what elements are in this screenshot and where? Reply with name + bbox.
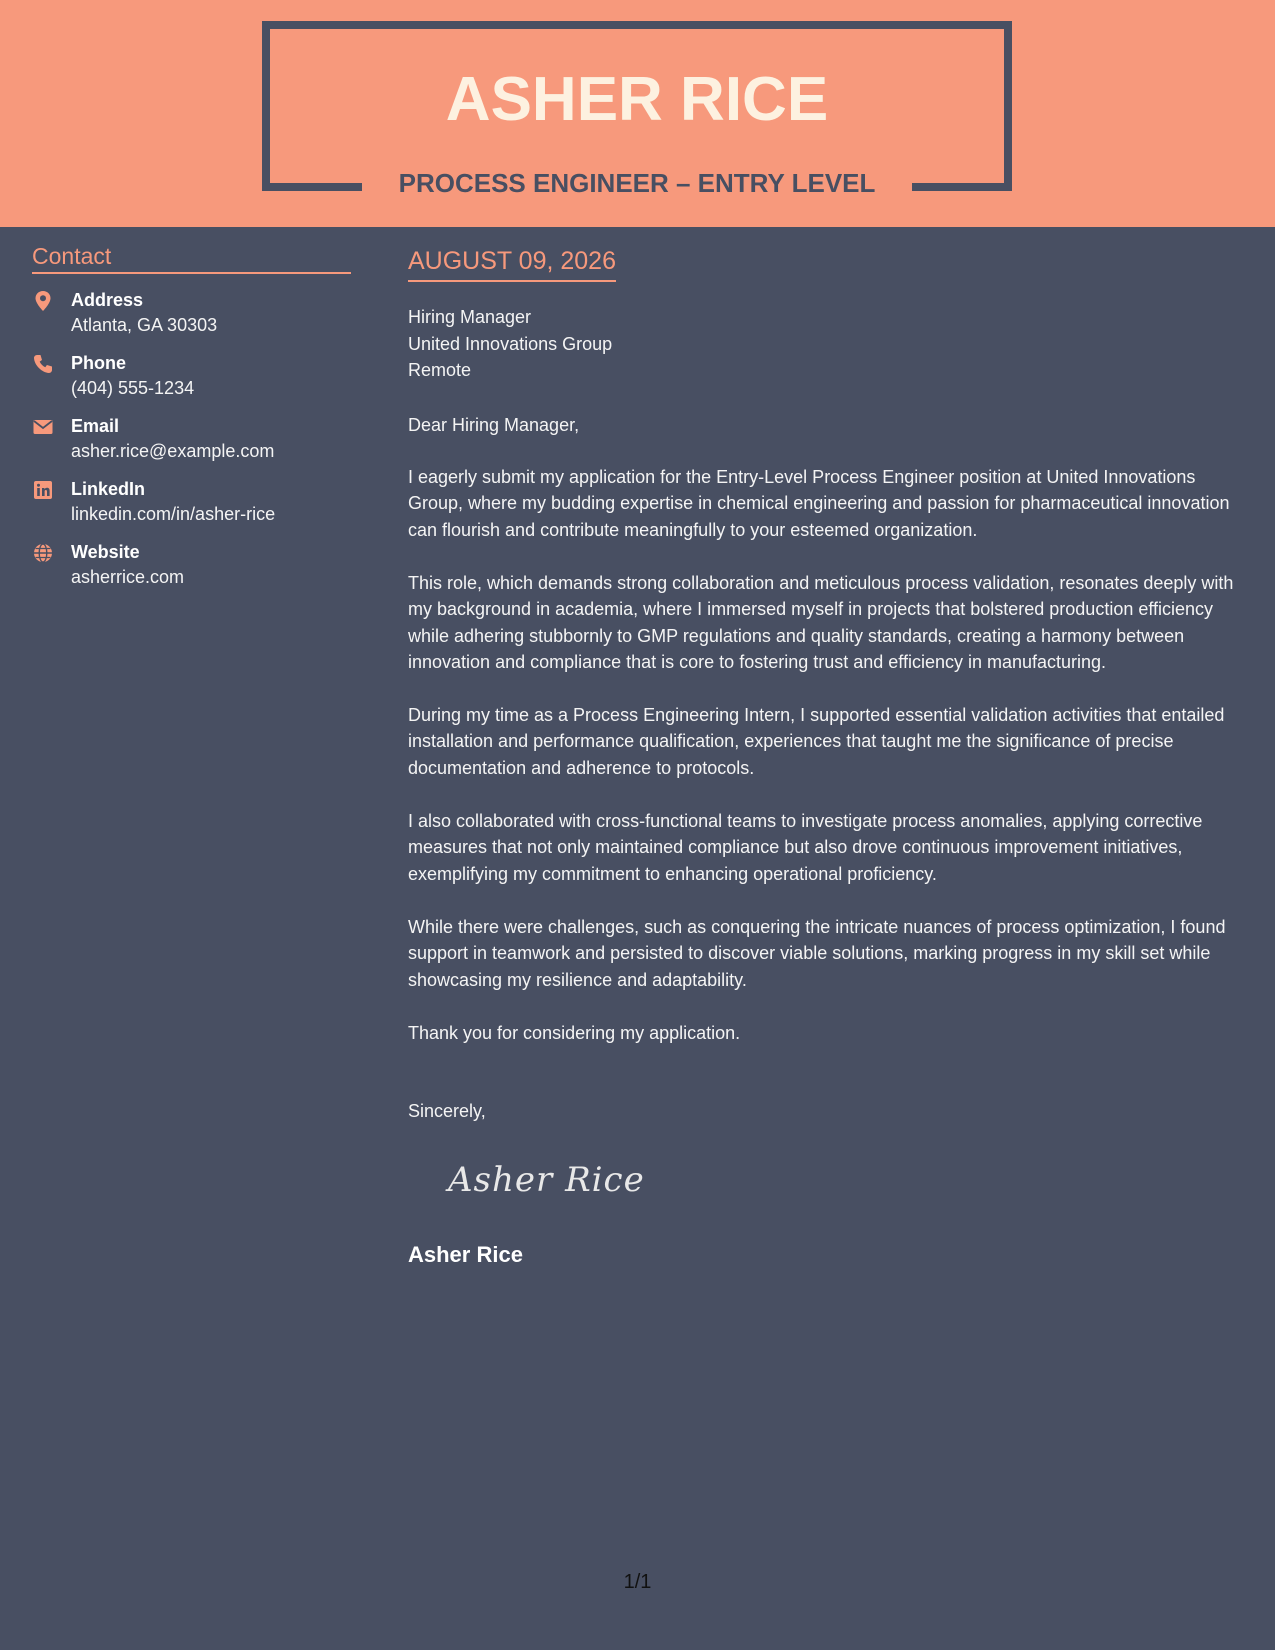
contact-value: (404) 555-1234 [71,378,195,398]
linkedin-icon [32,479,54,501]
contact-value: asher.rice@example.com [71,441,275,461]
envelope-icon [32,416,54,438]
contact-label: Email [71,416,120,436]
contact-value: asherrice.com [71,567,185,587]
recipient-block [408,304,612,384]
recipient-line: Hiring Manager [408,307,532,327]
map-pin-icon [32,290,54,312]
closing: Sincerely, [408,1101,486,1121]
globe-icon [32,542,54,564]
job-title: PROCESS ENGINEER – ENTRY LEVEL [398,168,876,198]
contact-label: Address [71,290,144,310]
body-paragraph: Thank you for considering my application. [408,1023,741,1043]
recipient-line: Remote [408,360,472,380]
salutation: Dear Hiring Manager, [408,415,580,435]
header-frame-bottom-right [912,183,1012,191]
page-number: 1/1 [623,1571,652,1593]
contact-label: LinkedIn [71,479,146,499]
contact-label: Phone [71,353,127,373]
applicant-name: ASHER RICE [445,65,829,134]
handwritten-signature: Asher Rice [448,1160,645,1200]
contact-value: Atlanta, GA 30303 [71,315,218,335]
contact-value: linkedin.com/in/asher-rice [71,504,276,524]
body-paragraph: I eagerly submit my application for the Entry-Level Process Engineer position at United Innovations Group, where my budding expertise in chemical engineering and passion for pharmaceutical innovation can flourish and contribute meaningfully to your esteemed organization. [408,467,1230,540]
phone-icon [32,353,54,375]
recipient-line: United Innovations Group [408,333,613,354]
letter-date: AUGUST 09, 2026 [408,245,616,282]
contact-label: Website [71,542,140,562]
contact-heading: Contact [32,242,351,274]
body-paragraph: During my time as a Process Engineering Intern, I supported essential validation activities that entailed installation and performance qualification, experiences that taught me the significance of precise documentation and adherence to protocols. [408,705,1225,778]
body-paragraph: While there were challenges, such as conquering the intricate nuances of process optimization, I found support in teamwork and persisted to discover viable solutions, marking progress in my skill set while showcasing my resilience and adaptability. [408,917,1226,990]
signer-name: Asher Rice [408,1242,523,1267]
header-frame-bottom-left [262,183,362,191]
body-paragraph: This role, which demands strong collaboration and meticulous process validation, resonates deeply with my background in academia, where I immersed myself in projects that bolstered production efficiency while adhering stubbornly to GMP regulations and quality standards, creating a harmony between innovation and compliance that is core to fostering trust and efficiency in manufacturing. [408,573,1234,673]
body-paragraph: I also collaborated with cross-functional teams to investigate process anomalies, applying corrective measures that not only maintained compliance but also drove continuous improvement initiatives, exemplifying my commitment to enhancing operational proficiency. [408,811,1203,884]
